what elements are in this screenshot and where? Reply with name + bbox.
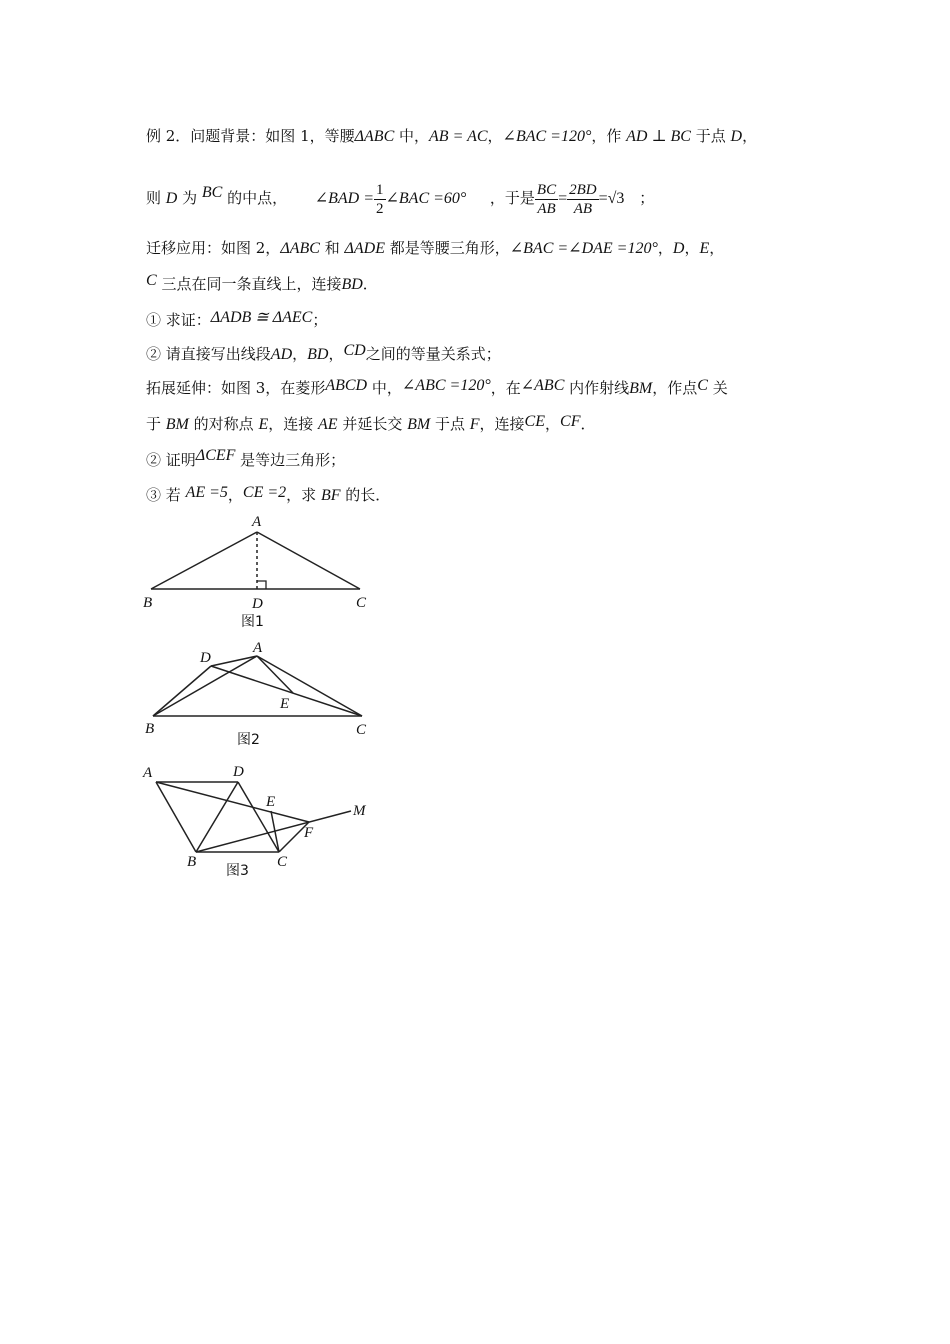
text: ． [362,275,378,293]
math: AD ⊥ BC [626,128,691,145]
math: ΔABC [280,240,320,257]
text: 例 2．问题背景：如图 1，等腰 [146,127,355,145]
segment-ab [151,532,257,589]
denominator: AB [537,200,556,217]
math: =√3 [598,190,625,207]
math: C [697,377,708,394]
math: D [672,240,685,257]
math: = [558,190,568,207]
text: ，作点 [652,379,698,397]
math: BM [407,416,431,433]
label-f: F [304,825,314,841]
math: ∠ABC =120° [401,377,491,394]
math: CE =2 [242,484,287,501]
math: F [469,416,480,433]
math: ΔCEF [195,447,236,464]
segment-af [156,782,309,822]
text: ； [312,311,328,329]
math: ∠BAC =∠DAE =120° [509,240,658,257]
text: 和 [319,239,345,257]
math: CD [343,342,366,359]
question-number: ③ [146,486,162,504]
text: 之间的等量关系式； [365,345,501,363]
question-number: ② [146,345,162,363]
label-a: A [143,765,153,781]
label-b: B [143,595,153,611]
math: D [730,128,743,145]
question-number: ① [146,311,162,329]
text: ． [580,415,596,433]
text: 于点 [690,127,731,145]
figure-caption: 图1 [241,614,264,630]
math: E [699,240,710,257]
math: BD [341,276,363,293]
segment-da [211,656,257,666]
text: 中， [367,379,402,397]
denominator: AB [573,200,593,217]
figure-3 [140,755,380,885]
text: 是等边三角形； [235,451,346,469]
math: ∠ABC [520,377,565,394]
segment-bd [153,666,211,716]
text: 证明 [161,451,196,469]
denominator: 2 [376,200,384,217]
problem-background-conclusion [146,178,654,219]
text: ，求 [286,486,321,504]
text: 于点 [430,415,470,433]
text: 中， [394,127,430,145]
numerator: 1 [376,181,384,198]
segment-bd [196,782,238,852]
math: BM [629,380,653,397]
math: ∠BAD = [314,190,374,207]
text: ， [742,127,758,145]
text: ，于是 [489,189,535,207]
label-m: M [353,803,366,819]
question-2 [146,344,501,365]
numerator: BC [536,181,557,198]
text: 都是等腰三角形， [384,239,510,257]
question-number: ② [146,451,162,469]
fraction-half [374,181,386,218]
text: 为 [177,189,202,207]
math: AE [318,416,338,433]
label-d: D [233,764,244,780]
text: ， [328,345,344,363]
text: 的长． [340,486,391,504]
segment-ab [156,782,196,852]
math: D [165,190,178,207]
transfer-application-line [146,238,724,259]
label-e: E [266,794,276,810]
text: ，连接 [268,415,318,433]
label-d: D [252,596,263,612]
fraction-bc-ab [535,181,558,218]
math: BF [320,487,341,504]
extension-line-2 [146,414,595,435]
math: BC [201,184,223,201]
transfer-application-line-2 [146,274,378,295]
math: CE [524,413,545,430]
text: ， [545,415,561,433]
text: 则 [146,189,166,207]
text: 若 [161,486,186,504]
label-c: C [356,595,367,611]
text: 迁移应用：如图 2， [146,239,281,257]
text: 拓展延伸：如图 3，在菱形 [146,379,326,397]
figure-caption: 图3 [226,863,249,879]
question-3 [146,447,346,471]
text: 三点在同一条直线上，连接 [156,275,342,293]
text: ， [227,486,243,504]
text: ， [487,127,503,145]
math: ∠BAC =60° [385,190,467,207]
math: CF [560,413,581,430]
text: 的对称点 [188,415,259,433]
numerator: 2BD [569,181,597,198]
right-angle-mark [257,581,266,589]
text: ； [639,189,655,207]
fraction-2bd-ab [567,181,599,218]
label-c: C [356,722,367,738]
text: ， [657,239,673,257]
math: BM [165,416,189,433]
ray-bm [196,811,351,852]
math: C [146,272,157,289]
problem-intro-line [146,126,757,147]
math: E [258,416,269,433]
text: ， [292,345,308,363]
text: ，作 [591,127,627,145]
question-4 [146,485,390,506]
segment-ac [257,532,360,589]
figure-2 [140,635,380,755]
math: ΔADE [344,240,385,257]
math: BD [307,346,329,363]
label-c: C [277,854,288,870]
text: ， [709,239,725,257]
figure-caption: 图2 [237,732,260,748]
text: 求证： [161,311,211,329]
label-b: B [145,721,155,737]
label-e: E [280,696,290,712]
figure-1 [140,505,380,635]
text: 关 [707,379,728,397]
math: AE =5 [185,484,228,501]
text: 请直接写出线段 [161,345,271,363]
question-1 [146,310,327,331]
text: 并延长交 [337,415,408,433]
text: 于 [146,415,166,433]
math: ∠BAC =120° [502,128,592,145]
text: ，在 [490,379,521,397]
text: ， [684,239,700,257]
text: 的中点， [222,189,288,207]
text: ，连接 [479,415,525,433]
text: 内作射线 [564,379,630,397]
math: AB = AC [429,128,488,145]
math: AD [270,346,293,363]
math: ΔADB ≅ ΔAEC [210,309,313,326]
extension-line [146,378,728,399]
label-d: D [200,650,211,666]
label-b: B [187,854,197,870]
label-a: A [253,640,263,656]
math: ABCD [325,377,368,394]
math: ΔABC [354,128,395,145]
label-a: A [252,514,262,530]
